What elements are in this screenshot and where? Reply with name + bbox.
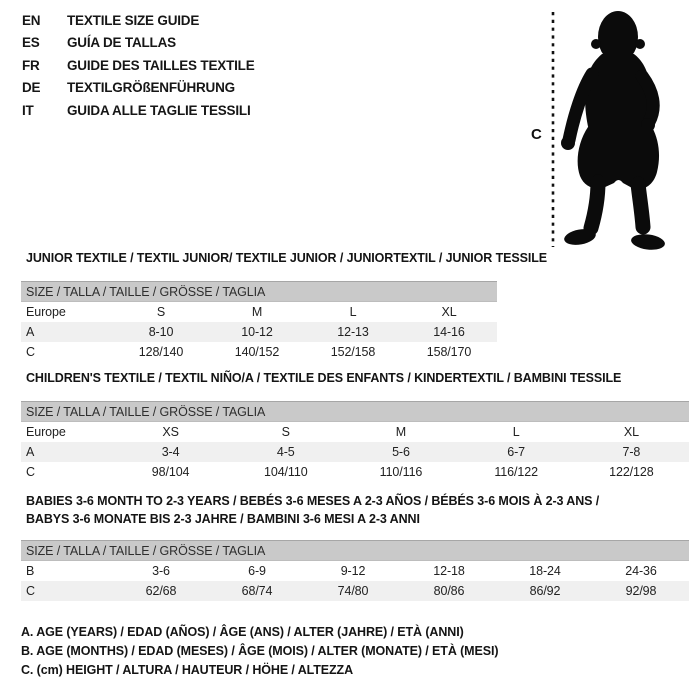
size-cell: S bbox=[281, 425, 290, 439]
language-code: EN bbox=[22, 13, 41, 28]
language-title: GUÍA DE TALLAS bbox=[67, 35, 176, 51]
size-cell: XL bbox=[623, 425, 639, 439]
table-row bbox=[21, 302, 497, 322]
row-label-cell: A bbox=[26, 325, 35, 339]
language-title: TEXTILE SIZE GUIDE bbox=[67, 13, 200, 28]
size-cell: 86/92 bbox=[529, 584, 561, 598]
table-row bbox=[21, 342, 497, 362]
size-cell: L bbox=[512, 425, 520, 439]
size-cell: 24-36 bbox=[625, 564, 657, 578]
table-row bbox=[21, 462, 689, 482]
size-cell: 12-13 bbox=[337, 325, 369, 339]
size-cell: 128/140 bbox=[138, 345, 184, 359]
size-cell: XS bbox=[162, 425, 179, 439]
language-title: TEXTILGRÖßENFÜHRUNG bbox=[67, 80, 235, 96]
size-cell: 140/152 bbox=[234, 345, 280, 359]
table-row bbox=[21, 442, 689, 462]
table-row bbox=[21, 422, 689, 442]
size-cell: L bbox=[349, 305, 357, 319]
child-silhouette-figure bbox=[522, 4, 700, 250]
size-cell: 10-12 bbox=[241, 325, 273, 339]
size-cell: 98/104 bbox=[151, 465, 190, 479]
size-cell: 6-9 bbox=[248, 564, 266, 578]
size-header-band: SIZE / TALLA / TAILLE / GRÖSSE / TAGLIA bbox=[21, 281, 497, 302]
table-row bbox=[21, 581, 689, 601]
language-code: ES bbox=[22, 35, 40, 51]
size-cell: 4-5 bbox=[276, 445, 295, 459]
row-label-cell: Europe bbox=[26, 425, 66, 439]
language-code: FR bbox=[22, 57, 40, 73]
table-row bbox=[21, 322, 497, 342]
language-row-es bbox=[22, 35, 255, 57]
size-cell: 80/86 bbox=[433, 584, 465, 598]
size-cell: 104/110 bbox=[264, 465, 308, 479]
row-label-cell: B bbox=[26, 564, 35, 578]
row-label-cell: A bbox=[26, 445, 35, 459]
language-code: IT bbox=[22, 102, 34, 118]
size-cell: 14-16 bbox=[433, 325, 465, 339]
size-cell: 152/158 bbox=[330, 345, 376, 359]
size-cell: 68/74 bbox=[241, 584, 273, 598]
language-title-list bbox=[22, 13, 255, 125]
language-code: DE bbox=[22, 80, 41, 96]
size-cell: 62/68 bbox=[145, 584, 177, 598]
size-cell: 12-18 bbox=[433, 564, 465, 578]
size-cell: 3-6 bbox=[152, 564, 170, 578]
size-cell: 7-8 bbox=[622, 445, 641, 459]
language-row-en bbox=[22, 13, 255, 35]
childrens-textile-table bbox=[21, 371, 689, 482]
table-title: CHILDREN'S TEXTILE / TEXTIL NIÑO/A / TEXTILE DES ENFANTS / KINDERTEXTIL / BAMBINI TESSILE bbox=[26, 371, 622, 385]
child-silhouette bbox=[561, 11, 666, 250]
size-cell: S bbox=[156, 305, 166, 319]
size-cell: 116/122 bbox=[494, 465, 538, 479]
note-height-cm: C. (cm) HEIGHT / ALTURA / HAUTEUR / HÖHE / ALTEZZA bbox=[21, 663, 354, 677]
size-cell: 8-10 bbox=[148, 325, 174, 339]
size-header-band: SIZE / TALLA / TAILLE / GRÖSSE / TAGLIA bbox=[21, 540, 689, 561]
note-age-years: A. AGE (YEARS) / EDAD (AÑOS) / ÂGE (ANS) / ALTER (JAHRE) / ETÀ (ANNI) bbox=[21, 625, 464, 639]
language-row-de bbox=[22, 80, 255, 102]
babies-textile-table bbox=[21, 492, 689, 601]
size-cell: 158/170 bbox=[426, 345, 472, 359]
junior-textile-table bbox=[21, 251, 547, 362]
table-title-line2: BABYS 3-6 MONATE BIS 2-3 JAHRE / BAMBINI 3-6 MESI A 2-3 ANNI bbox=[26, 512, 420, 526]
note-age-months: B. AGE (MONTHS) / EDAD (MESES) / ÂGE (MOIS) / ALTER (MONATE) / ETÀ (MESI) bbox=[21, 644, 499, 658]
legend-notes bbox=[21, 623, 498, 680]
language-row-it bbox=[22, 103, 255, 125]
table-title-line1: BABIES 3-6 MONTH TO 2-3 YEARS / BEBÉS 3-6 MESES A 2-3 AÑOS / BÉBÉS 3-6 MOIS À 2-3 ANS / bbox=[26, 494, 600, 508]
height-measure-label: C bbox=[531, 126, 542, 143]
size-cell: 6-7 bbox=[507, 445, 526, 459]
size-cell: M bbox=[251, 305, 263, 319]
size-cell: 9-12 bbox=[340, 564, 366, 578]
size-cell: XL bbox=[441, 305, 457, 319]
row-label-cell: C bbox=[26, 465, 35, 479]
language-title: GUIDA ALLE TAGLIE TESSILI bbox=[67, 102, 251, 118]
size-cell: M bbox=[395, 425, 407, 439]
size-cell: 74/80 bbox=[337, 584, 369, 598]
table-title: JUNIOR TEXTILE / TEXTIL JUNIOR/ TEXTILE JUNIOR / JUNIORTEXTIL / JUNIOR TESSILE bbox=[26, 251, 547, 265]
size-cell: 5-6 bbox=[392, 445, 410, 459]
language-title: GUIDE DES TAILLES TEXTILE bbox=[67, 57, 255, 73]
size-cell: 92/98 bbox=[625, 584, 657, 598]
table-row bbox=[21, 561, 689, 581]
language-row-fr bbox=[22, 58, 255, 80]
size-cell: 110/116 bbox=[379, 465, 423, 479]
size-cell: 18-24 bbox=[529, 564, 561, 578]
row-label-cell: C bbox=[26, 345, 35, 359]
size-cell: 3-4 bbox=[161, 445, 180, 459]
size-cell: 122/128 bbox=[609, 465, 654, 479]
row-label-cell: Europe bbox=[26, 305, 66, 319]
row-label-cell: C bbox=[26, 584, 35, 598]
size-header-band: SIZE / TALLA / TAILLE / GRÖSSE / TAGLIA bbox=[21, 401, 689, 422]
